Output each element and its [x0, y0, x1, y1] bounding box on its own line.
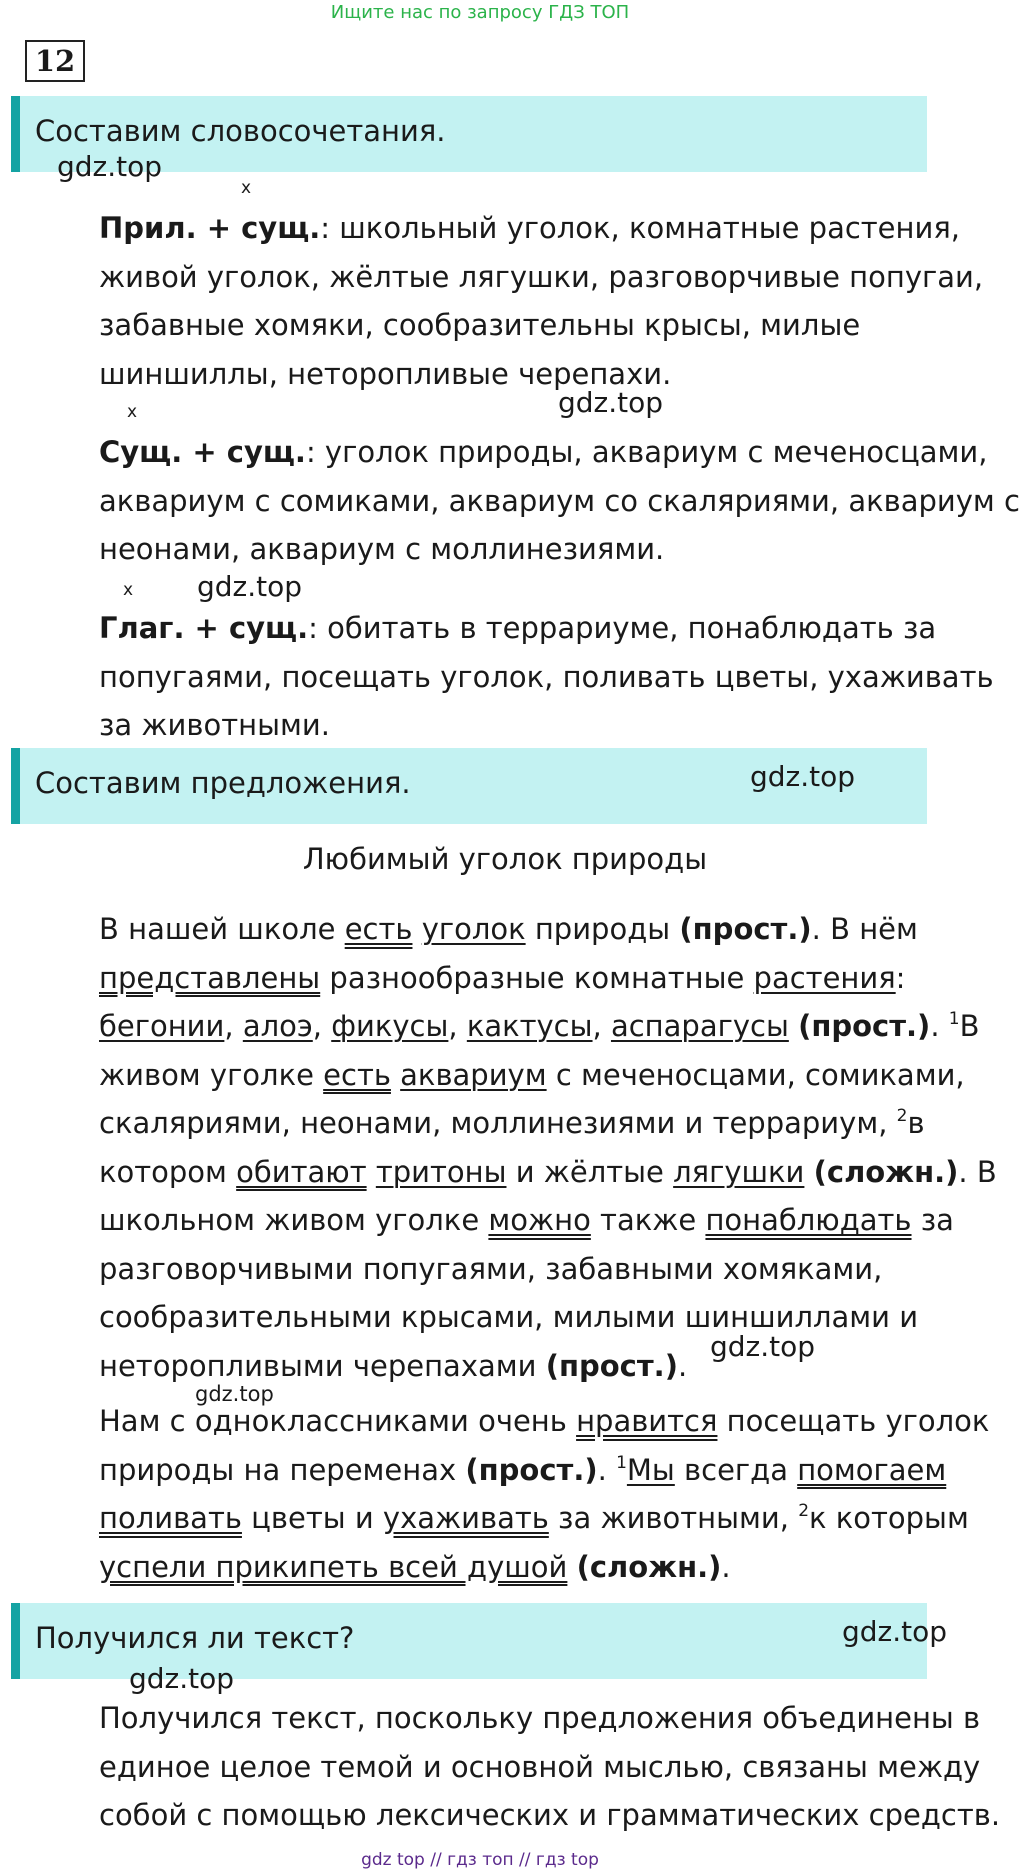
sentence-type: (прост.) — [798, 1009, 931, 1043]
text: всегда — [674, 1452, 798, 1487]
text: , — [224, 1009, 243, 1043]
text — [391, 1058, 400, 1092]
story-paragraph-2 — [27, 1397, 1029, 1591]
phrase-text: : уголок природы, аквариум с меченосцами, аквариум с сомиками, аквариум со скаляриями, аквариум с неонами, аквариум с моллинезиями. — [99, 435, 1020, 566]
text: , — [448, 1009, 467, 1043]
footer-links[interactable]: gdz top // гдз топ // гдз top — [361, 1850, 599, 1870]
clause-number: 1 — [948, 1009, 960, 1029]
text: . В нём — [811, 912, 918, 946]
predicate: можно — [488, 1203, 591, 1237]
phrase-label: Глаг. + сущ. — [99, 611, 309, 645]
watermark: gdz.top — [750, 760, 856, 793]
clause-number: 1 — [616, 1452, 627, 1473]
phrase-label: Сущ. + сущ. — [99, 435, 306, 469]
subject: бегонии — [99, 1009, 225, 1043]
text — [804, 1155, 813, 1189]
sentence-type: (прост.) — [545, 1348, 678, 1383]
phrase-noun-noun — [27, 428, 1029, 574]
watermark: gdz.top — [710, 1330, 816, 1363]
subject: кактусы — [466, 1009, 593, 1043]
text — [789, 1009, 798, 1043]
section-title: Получился ли текст? — [35, 1621, 355, 1655]
predicate: обитают — [236, 1154, 367, 1189]
sentence-type: (прост.) — [679, 912, 812, 946]
predicate: есть — [323, 1057, 391, 1092]
mark-x: x — [123, 580, 134, 600]
sentence-type: (сложн.) — [576, 1549, 722, 1584]
clause-number: 2 — [798, 1501, 810, 1521]
text: . — [721, 1549, 731, 1584]
text — [567, 1550, 576, 1584]
text — [367, 1155, 376, 1189]
predicate: представлены — [99, 960, 321, 995]
watermark: gdz.top — [842, 1615, 948, 1648]
subject: алоэ — [242, 1009, 313, 1043]
text: В нашей школе — [99, 912, 345, 946]
text: , — [312, 1009, 332, 1043]
subject: фикусы — [331, 1009, 449, 1043]
text: Нам с одноклассниками очень — [99, 1404, 577, 1438]
predicate: понаблюдать — [705, 1203, 912, 1237]
story-paragraph-1 — [27, 905, 1029, 1390]
text: . — [677, 1348, 688, 1383]
phrase-adjective-noun — [27, 204, 1029, 398]
subject: аквариум — [400, 1057, 547, 1092]
predicate: нравится — [576, 1404, 718, 1438]
text: также — [590, 1203, 706, 1237]
predicate: поливать — [99, 1501, 242, 1535]
text: , — [592, 1009, 611, 1043]
text: в котором — [99, 1106, 925, 1189]
watermark: gdz.top — [129, 1662, 235, 1695]
predicate: ухаживать — [382, 1501, 549, 1535]
clause-number: 2 — [896, 1106, 908, 1126]
text: посещать уголок природы на переменах — [99, 1404, 990, 1487]
mark-x: x — [127, 402, 138, 422]
text: к которым — [809, 1501, 969, 1535]
subject: Мы — [626, 1452, 675, 1487]
predicate: есть — [344, 912, 413, 946]
text: и жёлтые — [506, 1154, 674, 1189]
text — [412, 912, 421, 946]
subject: лягушки — [673, 1154, 805, 1189]
text: . — [597, 1452, 617, 1487]
text: . В школьном живом уголке — [99, 1154, 997, 1237]
watermark: gdz.top — [57, 150, 163, 183]
phrase-text: : обитать в террариуме, понаблюдать за попугаями, посещать уголок, поливать цветы, ухаживать за животными. — [99, 611, 994, 742]
section-title: Составим предложения. — [35, 766, 411, 800]
text: . — [930, 1009, 949, 1043]
text: : — [895, 960, 906, 995]
task-number: 12 — [25, 40, 85, 82]
top-banner[interactable]: Ищите нас по запросу ГДЗ ТОП — [330, 2, 630, 23]
phrase-label: Прил. + сущ. — [99, 211, 321, 245]
text: цветы и — [241, 1501, 383, 1535]
text: В живом уголке — [99, 1009, 980, 1092]
phrase-verb-noun — [27, 604, 1029, 750]
watermark: gdz.top — [197, 570, 303, 603]
phrase-text: : школьный уголок, комнатные растения, живой уголок, жёлтые лягушки, разговорчивые попугаи, забавные хомяки, сообразительны крысы, милые шиншиллы, неторопливые черепахи. — [99, 211, 984, 391]
mark-x: x — [241, 178, 252, 198]
text: за животными, — [548, 1501, 799, 1535]
text: за разговорчивыми попугаями, забавными хомяками, сообразительными крысами, милыми шиншиллами и неторопливыми черепахами — [99, 1203, 954, 1383]
subject: тритоны — [375, 1154, 507, 1189]
watermark-small: gdz.top — [195, 1382, 274, 1406]
text: природы — [525, 912, 680, 946]
answer-paragraph: Получился текст, поскольку предложения объединены в единое целое темой и основной мыслью, связаны между собой с помощью лексических и грамматических средств. — [99, 1701, 1001, 1832]
watermark: gdz.top — [558, 386, 664, 419]
predicate: помогаем — [797, 1452, 947, 1487]
sentence-type: (сложн.) — [813, 1154, 959, 1189]
subject: аспарагусы — [610, 1009, 789, 1043]
text: разнообразные комнатные — [320, 960, 754, 995]
section-title: Составим словосочетания. — [35, 114, 446, 148]
subject: уголок — [421, 912, 526, 946]
story-title: Любимый уголок природы — [302, 842, 708, 876]
subject: растения — [753, 960, 896, 995]
sentence-type: (прост.) — [465, 1452, 598, 1487]
predicate: успели прикипеть всей душой — [99, 1549, 568, 1584]
text: с меченосцами, сомиками, скаляриями, неонами, моллинезиями и террариум, — [99, 1057, 965, 1140]
